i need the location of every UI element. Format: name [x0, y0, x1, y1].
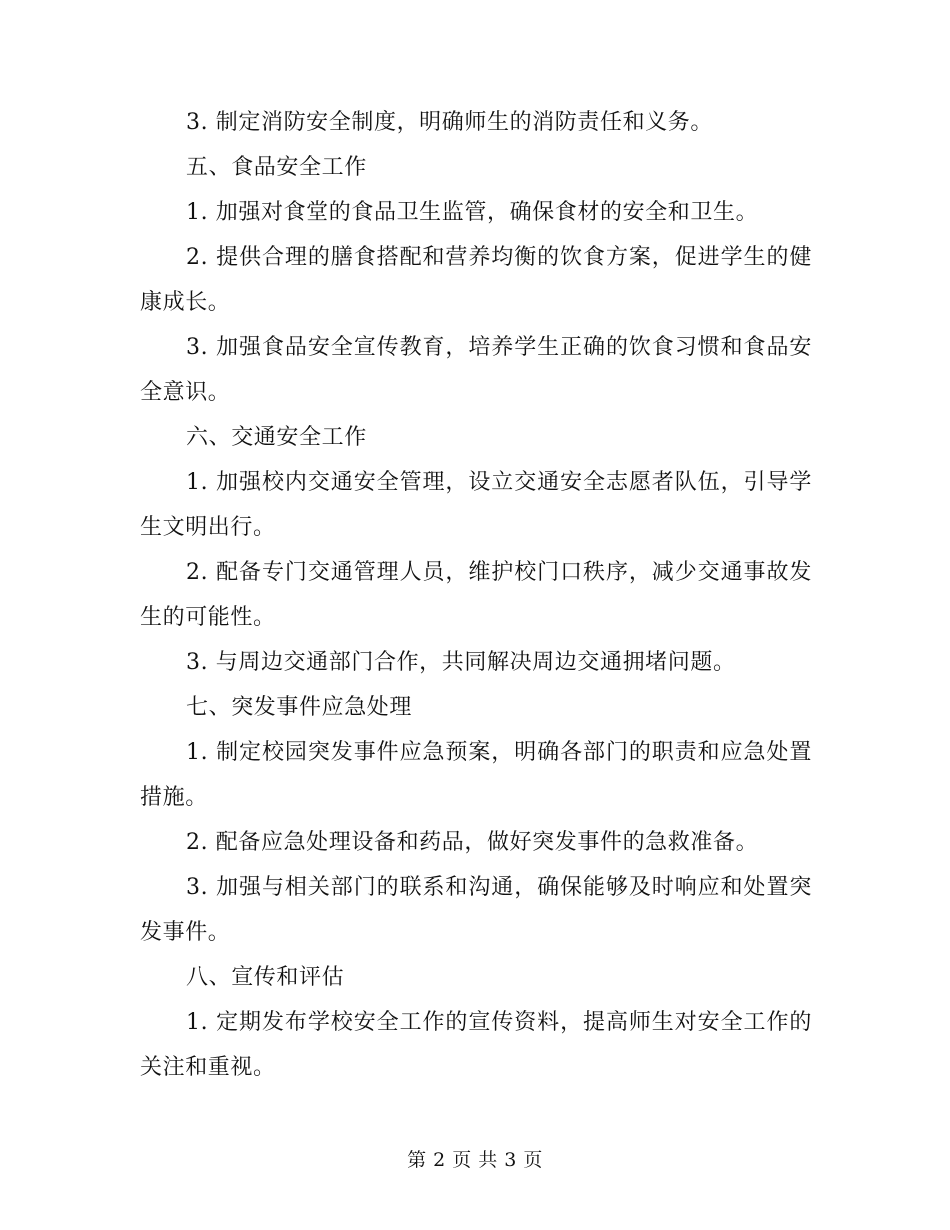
section-heading-publicity: 八、宣传和评估: [186, 965, 345, 990]
section-heading-emergency: 七、突发事件应急处理: [186, 695, 413, 720]
paragraph-traffic-safety-2: 2. 配备专门交通管理人员，维护校门口秩序，减少交通事故发生的可能性。: [140, 560, 812, 630]
paragraph-traffic-safety-1: 1. 加强校内交通安全管理，设立交通安全志愿者队伍，引导学生文明出行。: [140, 470, 812, 540]
paragraph-traffic-safety-3: 3. 与周边交通部门合作，共同解决周边交通拥堵问题。: [186, 650, 736, 675]
paragraph-food-safety-3: 3. 加强食品安全宣传教育，培养学生正确的饮食习惯和食品安全意识。: [140, 335, 812, 405]
paragraph-emergency-2: 2. 配备应急处理设备和药品，做好突发事件的急救准备。: [186, 830, 759, 855]
paragraph-food-safety-1: 1. 加强对食堂的食品卫生监管，确保食材的安全和卫生。: [186, 200, 759, 225]
page-number-footer: 第 2 页 共 3 页: [407, 1149, 543, 1171]
section-heading-traffic-safety: 六、交通安全工作: [186, 425, 367, 450]
paragraph-fire-safety-3: 3. 制定消防安全制度，明确师生的消防责任和义务。: [186, 110, 713, 135]
paragraph-food-safety-2: 2. 提供合理的膳食搭配和营养均衡的饮食方案，促进学生的健康成长。: [140, 245, 812, 315]
paragraph-emergency-1: 1. 制定校园突发事件应急预案，明确各部门的职责和应急处置措施。: [140, 740, 812, 810]
section-heading-food-safety: 五、食品安全工作: [186, 155, 367, 180]
paragraph-emergency-3: 3. 加强与相关部门的联系和沟通，确保能够及时响应和处置突发事件。: [140, 875, 812, 945]
paragraph-publicity-1: 1. 定期发布学校安全工作的宣传资料，提高师生对安全工作的关注和重视。: [140, 1010, 812, 1080]
document-body: [140, 100, 812, 1090]
